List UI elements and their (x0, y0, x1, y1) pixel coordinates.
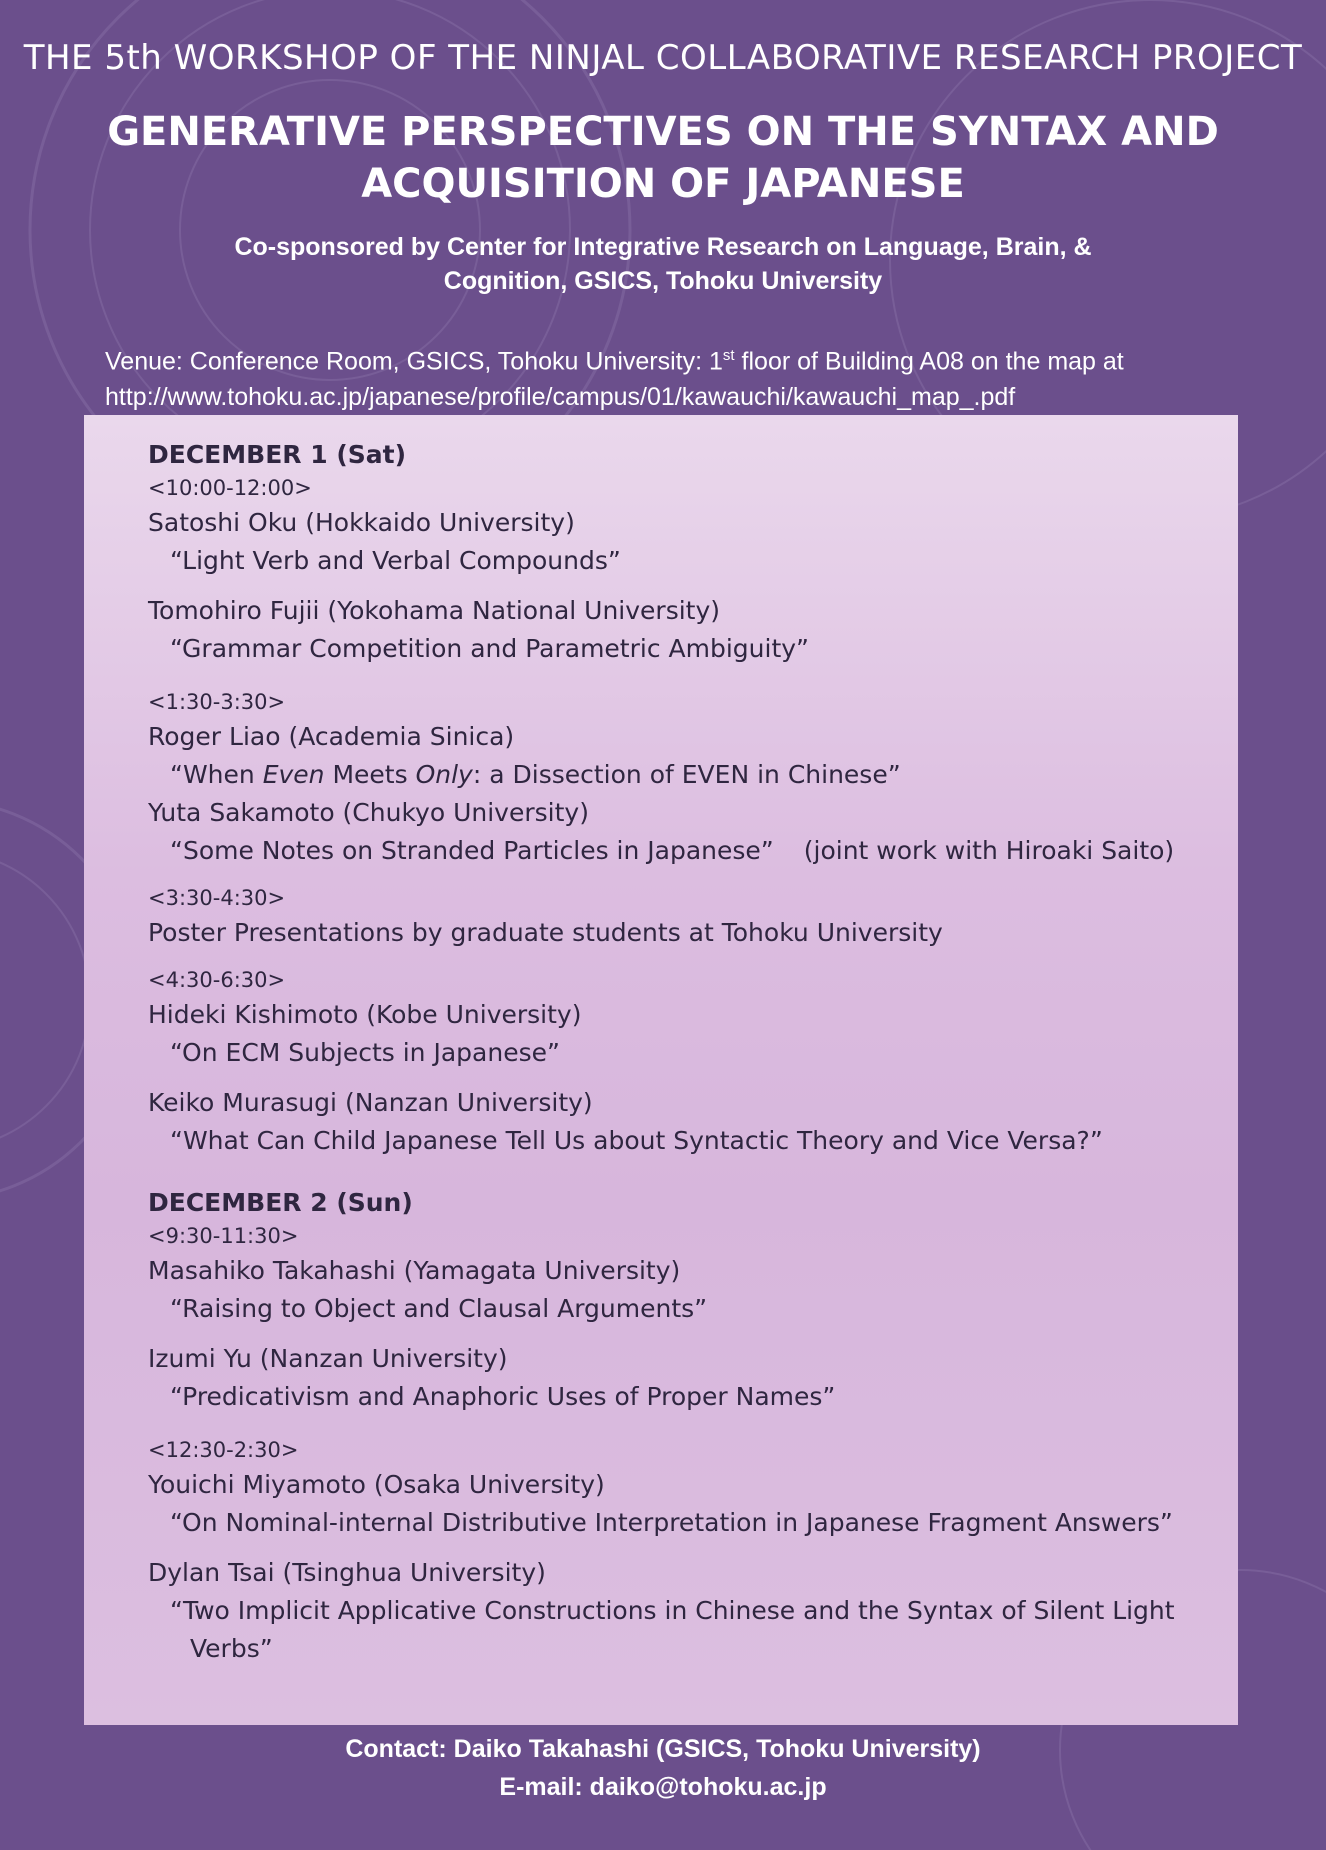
venue-url[interactable]: http://www.tohoku.ac.jp/japanese/profile/campus/01/kawauchi/kawauchi_map_.pdf (105, 383, 1016, 412)
time-slot: <1:30-3:30> (148, 690, 286, 714)
speaker: Satoshi Oku (Hokkaido University) (148, 508, 575, 537)
venue-suffix: floor of Building A08 on the map at (734, 347, 1124, 376)
title-line-1: GENERATIVE PERSPECTIVES ON THE SYNTAX AND (107, 109, 1219, 155)
contact (0, 1730, 1326, 1806)
talk-title: “Light Verb and Verbal Compounds” (170, 546, 621, 575)
talk-title: “Grammar Competition and Parametric Ambiguity” (170, 634, 810, 663)
time-slot: <10:00-12:00> (148, 476, 312, 500)
talk-emphasis: Only (415, 760, 473, 789)
speaker: Youichi Miyamoto (Osaka University) (148, 1470, 605, 1499)
talk-title: “Predicativism and Anaphoric Uses of Proper Names” (170, 1382, 836, 1411)
contact-line: Contact: Daiko Takahashi (GSICS, Tohoku University) (345, 1735, 981, 1763)
talk-title: “Two Implicit Applicative Constructions in Chinese and the Syntax of Silent Light (170, 1596, 1175, 1625)
venue-sup: st (722, 347, 735, 364)
talk-title: “Raising to Object and Clausal Arguments” (170, 1294, 708, 1323)
venue (105, 338, 1305, 415)
speaker: Masahiko Takahashi (Yamagata University) (148, 1256, 681, 1285)
schedule (148, 438, 1228, 1668)
contact-email[interactable]: E-mail: daiko@tohoku.ac.jp (499, 1773, 827, 1801)
workshop-line: THE 5th WORKSHOP OF THE NINJAL COLLABORATIVE RESEARCH PROJECT (23, 38, 1303, 78)
talk-title: “On ECM Subjects in Japanese” (170, 1038, 560, 1067)
time-slot: <9:30-11:30> (148, 1224, 299, 1248)
time-slot: <12:30-2:30> (148, 1438, 299, 1462)
speaker: Dylan Tsai (Tsinghua University) (148, 1558, 546, 1587)
talk-part: “When (170, 760, 263, 789)
talk-title-continued: Verbs” (190, 1634, 273, 1663)
day-heading: DECEMBER 1 (Sat) (148, 440, 406, 469)
cosponsor-line-2: Cognition, GSICS, Tohoku University (443, 267, 883, 295)
talk-part: “Some Notes on Stranded Particles in Japanese” (170, 836, 774, 865)
venue-line (105, 338, 1305, 379)
cosponsor-line-1: Co-sponsored by Center for Integrative Research on Language, Brain, & (234, 233, 1092, 261)
title-line-2: ACQUISITION OF JAPANESE (361, 161, 965, 207)
talk-title (148, 756, 1228, 794)
talk-title (148, 832, 1228, 870)
venue-prefix: Venue: Conference Room, GSICS, Tohoku University: 1 (105, 347, 723, 376)
time-slot: <3:30-4:30> (148, 886, 286, 910)
speaker: Tomohiro Fujii (Yokohama National University) (148, 596, 721, 625)
speaker: Yuta Sakamoto (Chukyo University) (148, 798, 589, 827)
speaker: Keiko Murasugi (Nanzan University) (148, 1088, 593, 1117)
main-title (80, 106, 1246, 210)
talk-part: Meets (324, 760, 416, 789)
speaker: Hideki Kishimoto (Kobe University) (148, 1000, 582, 1029)
talk-part: : a Dissection of EVEN in Chinese” (472, 760, 901, 789)
cosponsor (120, 230, 1206, 298)
time-slot: <4:30-6:30> (148, 968, 286, 992)
speaker: Roger Liao (Academia Sinica) (148, 722, 515, 751)
talk-emphasis: Even (262, 760, 325, 789)
speaker: Izumi Yu (Nanzan University) (148, 1344, 508, 1373)
talk-note: (joint work with Hiroaki Saito) (803, 836, 1175, 865)
talk-title: “What Can Child Japanese Tell Us about Syntactic Theory and Vice Versa?” (170, 1126, 1103, 1155)
day-heading: DECEMBER 2 (Sun) (148, 1188, 413, 1217)
poster-session: Poster Presentations by graduate students at Tohoku University (148, 918, 943, 947)
talk-title: “On Nominal-internal Distributive Interpretation in Japanese Fragment Answers” (170, 1508, 1173, 1537)
